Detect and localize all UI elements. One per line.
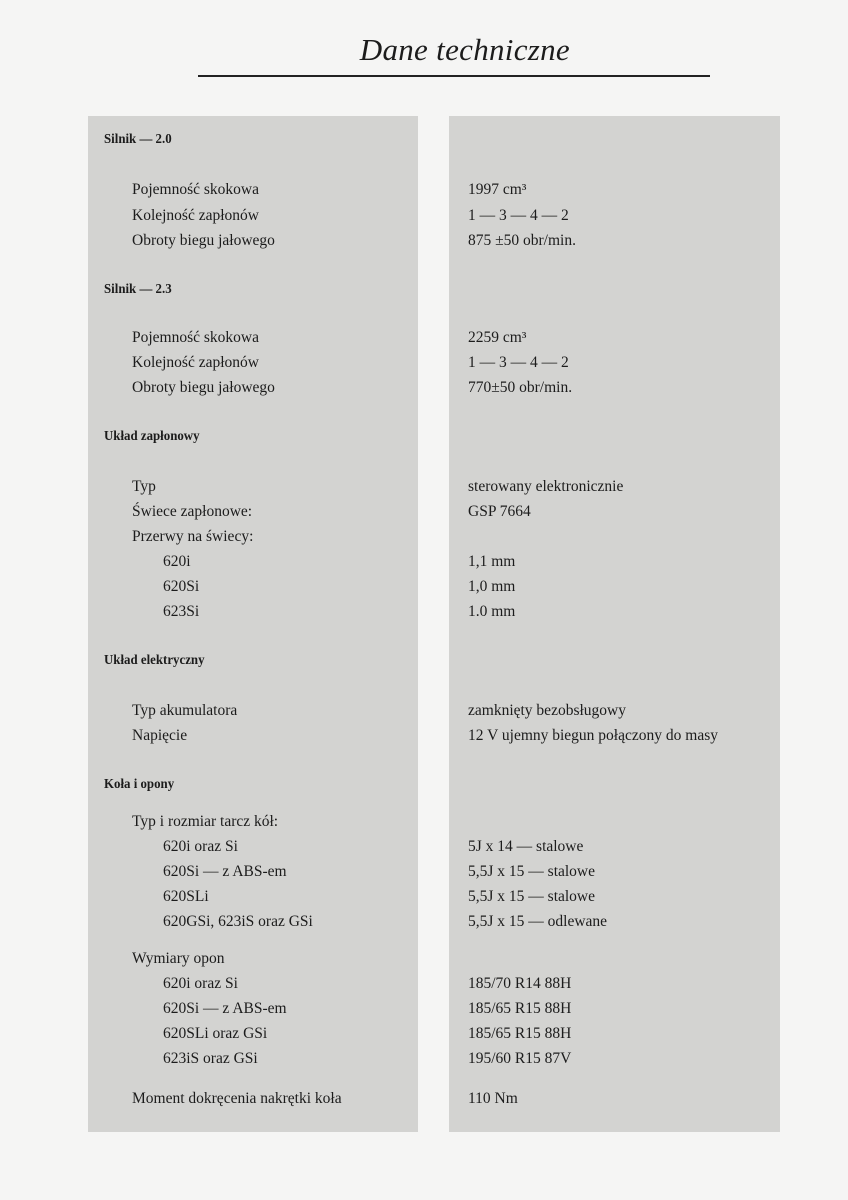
spec-label: Typ akumulatora xyxy=(132,702,238,719)
spec-value: 1 — 3 — 4 — 2 xyxy=(468,207,569,224)
spec-label: 620i xyxy=(163,553,191,570)
spec-label: Pojemność skokowa xyxy=(132,181,260,198)
spec-value: 1,1 mm xyxy=(468,553,516,570)
page-title-wrap xyxy=(0,32,848,68)
spec-value: 185/65 R15 88H xyxy=(468,1000,572,1017)
section-heading-silnik-20: Silnik — 2.0 xyxy=(104,132,172,147)
spec-value: 2259 cm³ xyxy=(468,329,527,346)
spec-label: 620Si — z ABS-em xyxy=(163,1000,287,1017)
spec-value: zamknięty bezobsługowy xyxy=(468,702,626,719)
spec-label: Typ xyxy=(132,478,156,495)
spec-label: Napięcie xyxy=(132,727,188,744)
spec-label: Kolejność zapłonów xyxy=(132,207,259,224)
spec-label: Obroty biegu jałowego xyxy=(132,232,275,249)
spec-label: 620SLi oraz GSi xyxy=(163,1025,268,1042)
spec-label: 620i oraz Si xyxy=(163,838,238,855)
spec-label: Pojemność skokowa xyxy=(132,329,260,346)
spec-value: 875 ±50 obr/min. xyxy=(468,232,576,249)
spec-label: Kolejność zapłonów xyxy=(132,354,259,371)
spec-value: 185/70 R14 88H xyxy=(468,975,572,992)
spec-label: 620Si xyxy=(163,578,200,595)
page-title: Dane techniczne xyxy=(359,32,570,67)
spec-value: 1 — 3 — 4 — 2 xyxy=(468,354,569,371)
section-heading-uklad-elektryczny: Układ elektryczny xyxy=(104,653,205,668)
spec-value: 5,5J x 15 — stalowe xyxy=(468,888,596,905)
spec-label: 620GSi, 623iS oraz GSi xyxy=(163,913,313,930)
spec-value: 5J x 14 — stalowe xyxy=(468,838,584,855)
spec-value: 110 Nm xyxy=(468,1090,518,1107)
spec-value: 5,5J x 15 — odlewane xyxy=(468,913,608,930)
spec-value: 5,5J x 15 — stalowe xyxy=(468,863,596,880)
spec-label: 620SLi xyxy=(163,888,209,905)
spec-label: Typ i rozmiar tarcz kół: xyxy=(132,813,279,830)
spec-label: 620Si — z ABS-em xyxy=(163,863,287,880)
label-column-panel xyxy=(88,116,418,1132)
spec-value: sterowany elektronicznie xyxy=(468,478,624,495)
spec-value: 1997 cm³ xyxy=(468,181,527,198)
spec-value: 1,0 mm xyxy=(468,578,516,595)
spec-label: 620i oraz Si xyxy=(163,975,238,992)
spec-value: 12 V ujemny biegun połączony do masy xyxy=(468,727,718,744)
spec-label: Świece zapłonowe: xyxy=(132,503,253,520)
spec-value: GSP 7664 xyxy=(468,503,531,520)
spec-value: 770±50 obr/min. xyxy=(468,379,573,396)
section-heading-silnik-23: Silnik — 2.3 xyxy=(104,282,172,297)
section-heading-uklad-zaplonowy: Układ zapłonowy xyxy=(104,429,200,444)
spec-label: Obroty biegu jałowego xyxy=(132,379,275,396)
spec-value: 195/60 R15 87V xyxy=(468,1050,572,1067)
spec-label: Wymiary opon xyxy=(132,950,225,967)
spec-label: Przerwy na świecy: xyxy=(132,528,254,545)
spec-label: 623Si xyxy=(163,603,200,620)
section-heading-kola-i-opony: Koła i opony xyxy=(104,777,175,792)
title-underline xyxy=(198,75,710,77)
spec-label: 623iS oraz GSi xyxy=(163,1050,258,1067)
spec-label: Moment dokręcenia nakrętki koła xyxy=(132,1090,342,1107)
spec-value: 1.0 mm xyxy=(468,603,516,620)
spec-value: 185/65 R15 88H xyxy=(468,1025,572,1042)
